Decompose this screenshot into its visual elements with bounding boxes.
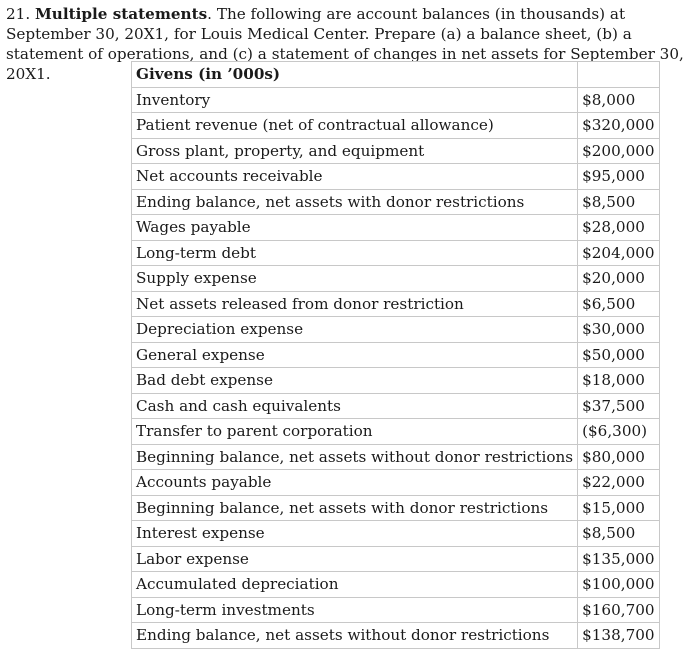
account-label: Accounts payable	[132, 470, 578, 496]
account-label: Net assets released from donor restriction	[132, 291, 578, 317]
table-row	[132, 623, 660, 649]
account-label: Cash and cash equivalents	[132, 393, 578, 419]
problem-number: 21.	[6, 5, 31, 23]
account-label: Long-term investments	[132, 597, 578, 623]
table-header-row	[132, 62, 660, 88]
account-value: $28,000	[578, 215, 659, 241]
account-value: $18,000	[578, 368, 659, 394]
table-row	[132, 597, 660, 623]
table-row	[132, 138, 660, 164]
account-label: Wages payable	[132, 215, 578, 241]
problem-title: Multiple statements	[34, 5, 208, 23]
account-value: $50,000	[578, 342, 659, 368]
account-label: Transfer to parent corporation	[132, 419, 578, 445]
account-value: $8,500	[578, 521, 659, 547]
account-value: $20,000	[578, 266, 659, 292]
account-value: $320,000	[578, 113, 659, 139]
account-label: General expense	[132, 342, 578, 368]
account-value: $100,000	[578, 572, 659, 598]
table-header-blank	[578, 62, 659, 88]
account-value: $160,700	[578, 597, 659, 623]
account-label: Accumulated depreciation	[132, 572, 578, 598]
account-label: Gross plant, property, and equipment	[132, 138, 578, 164]
table-row	[132, 215, 660, 241]
account-label: Beginning balance, net assets with donor restrictions	[132, 495, 578, 521]
table-body	[132, 87, 660, 648]
account-label: Ending balance, net assets with donor restrictions	[132, 189, 578, 215]
table-row	[132, 368, 660, 394]
table-row	[132, 546, 660, 572]
table-row	[132, 189, 660, 215]
account-value: $8,500	[578, 189, 659, 215]
account-value: ($6,300)	[578, 419, 659, 445]
givens-table	[131, 61, 660, 649]
table-row	[132, 87, 660, 113]
table-row	[132, 495, 660, 521]
account-value: $30,000	[578, 317, 659, 343]
table-row	[132, 317, 660, 343]
account-label: Bad debt expense	[132, 368, 578, 394]
account-value: $6,500	[578, 291, 659, 317]
table-row	[132, 342, 660, 368]
problem-text: . The following are account balances (in thousands) at September 30, 20X1, for Louis Medical Center. Prepare (a) a balance sheet, (b) a statement of operations, and (c) a statement of changes in net assets for September 30, 20X1.	[6, 5, 684, 83]
account-value: $80,000	[578, 444, 659, 470]
account-value: $135,000	[578, 546, 659, 572]
table-row	[132, 266, 660, 292]
table-header: Givens (in ’000s)	[132, 62, 578, 88]
table-row	[132, 572, 660, 598]
table-row	[132, 113, 660, 139]
account-value: $200,000	[578, 138, 659, 164]
account-value: $15,000	[578, 495, 659, 521]
table-row	[132, 521, 660, 547]
table-row	[132, 393, 660, 419]
account-label: Interest expense	[132, 521, 578, 547]
table-row	[132, 470, 660, 496]
table-row	[132, 444, 660, 470]
account-label: Ending balance, net assets without donor restrictions	[132, 623, 578, 649]
account-value: $95,000	[578, 164, 659, 190]
account-value: $22,000	[578, 470, 659, 496]
table-row	[132, 419, 660, 445]
account-label: Patient revenue (net of contractual allowance)	[132, 113, 578, 139]
table-row	[132, 291, 660, 317]
account-value: $8,000	[578, 87, 659, 113]
account-label: Inventory	[132, 87, 578, 113]
account-label: Depreciation expense	[132, 317, 578, 343]
account-value: $204,000	[578, 240, 659, 266]
table-row	[132, 240, 660, 266]
account-label: Long-term debt	[132, 240, 578, 266]
account-value: $138,700	[578, 623, 659, 649]
account-label: Beginning balance, net assets without donor restrictions	[132, 444, 578, 470]
account-value: $37,500	[578, 393, 659, 419]
account-label: Supply expense	[132, 266, 578, 292]
account-label: Labor expense	[132, 546, 578, 572]
table-row	[132, 164, 660, 190]
account-label: Net accounts receivable	[132, 164, 578, 190]
